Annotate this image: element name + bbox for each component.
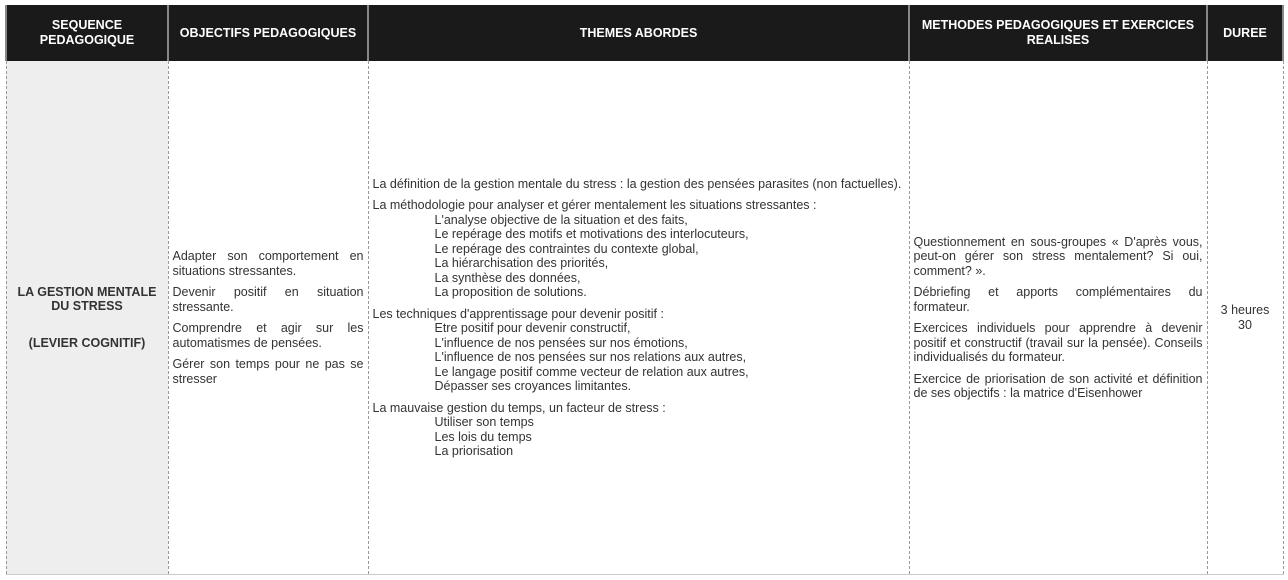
theme-list	[373, 213, 905, 300]
methode-item: Exercices individuels pour apprendre à devenir positif et constructif (travail sur la pensée). Conseils individualisés du formateur.	[913, 321, 1203, 364]
theme-item: Les lois du temps	[434, 429, 532, 444]
methode-item: Exercice de priorisation de son activité et définition de ses objectifs : la matrice d'Eisenhower	[913, 371, 1203, 400]
objectif-item: Devenir positif en situation stressante.	[172, 285, 364, 314]
sequence-cell	[6, 61, 168, 575]
theme-group	[373, 401, 905, 459]
objectif-item: Adapter son comportement en situations stressantes.	[172, 249, 364, 278]
theme-item: Etre positif pour devenir constructif,	[434, 321, 631, 335]
duree-line: 30	[1238, 317, 1252, 332]
theme-item: La hiérarchisation des priorités,	[434, 256, 609, 270]
theme-list	[373, 321, 905, 394]
duree-line: 3 heures	[1220, 303, 1270, 317]
header-objectifs: OBJECTIFS PEDAGOGIQUES	[168, 5, 368, 61]
theme-item: L'analyse objective de la situation et des faits,	[434, 212, 688, 227]
header-duree: DUREE	[1207, 5, 1283, 61]
header-row	[6, 5, 1283, 61]
objectifs-cell	[168, 61, 368, 575]
program-table	[5, 5, 1284, 575]
objectif-item: Comprendre et agir sur les automatismes de pensées.	[172, 321, 364, 350]
theme-list	[373, 415, 905, 459]
sequence-subtitle: (LEVIER COGNITIF)	[28, 335, 146, 350]
theme-item: La priorisation	[434, 444, 514, 458]
theme-item: La synthèse des données,	[434, 270, 581, 285]
methodes-cell	[909, 61, 1207, 575]
theme-item: L'influence de nos pensées sur nos relations aux autres,	[434, 350, 747, 364]
theme-intro: Les techniques d'apprentissage pour devenir positif :	[372, 306, 664, 321]
theme-item: Utiliser son temps	[434, 415, 534, 429]
theme-item: Le repérage des motifs et motivations des interlocuteurs,	[434, 227, 749, 241]
header-sequence: SEQUENCE PEDAGOGIQUE	[6, 5, 168, 61]
theme-group	[373, 177, 905, 192]
sequence-title: LA GESTION MENTALE DU STRESS	[17, 284, 157, 314]
theme-item: La proposition de solutions.	[434, 285, 587, 299]
theme-item: L'influence de nos pensées sur nos émotions,	[434, 335, 688, 350]
theme-group	[373, 198, 905, 300]
methode-item: Débriefing et apports complémentaires du formateur.	[913, 285, 1203, 314]
header-themes: THEMES ABORDES	[368, 5, 909, 61]
theme-item: Dépasser ses croyances limitantes.	[434, 379, 632, 393]
theme-item: Le langage positif comme vecteur de relation aux autres,	[434, 364, 749, 379]
table-row	[6, 61, 1283, 575]
theme-intro: La méthodologie pour analyser et gérer mentalement les situations stressantes :	[372, 198, 817, 212]
objectif-item: Gérer son temps pour ne pas se stresser	[172, 357, 364, 386]
theme-item: Le repérage des contraintes du contexte global,	[434, 241, 699, 256]
header-methodes: METHODES PEDAGOGIQUES ET EXERCICES REALISES	[909, 5, 1207, 61]
theme-intro: La mauvaise gestion du temps, un facteur de stress :	[372, 400, 666, 415]
methode-item: Questionnement en sous-groupes « D'après vous, peut-on gérer son stress mentalement? Si oui, comment? ».	[913, 234, 1203, 278]
duree-cell	[1207, 61, 1283, 575]
theme-group	[373, 307, 905, 394]
themes-cell	[368, 61, 909, 575]
theme-intro: La définition de la gestion mentale du stress : la gestion des pensées parasites (non factuelles).	[372, 176, 902, 191]
